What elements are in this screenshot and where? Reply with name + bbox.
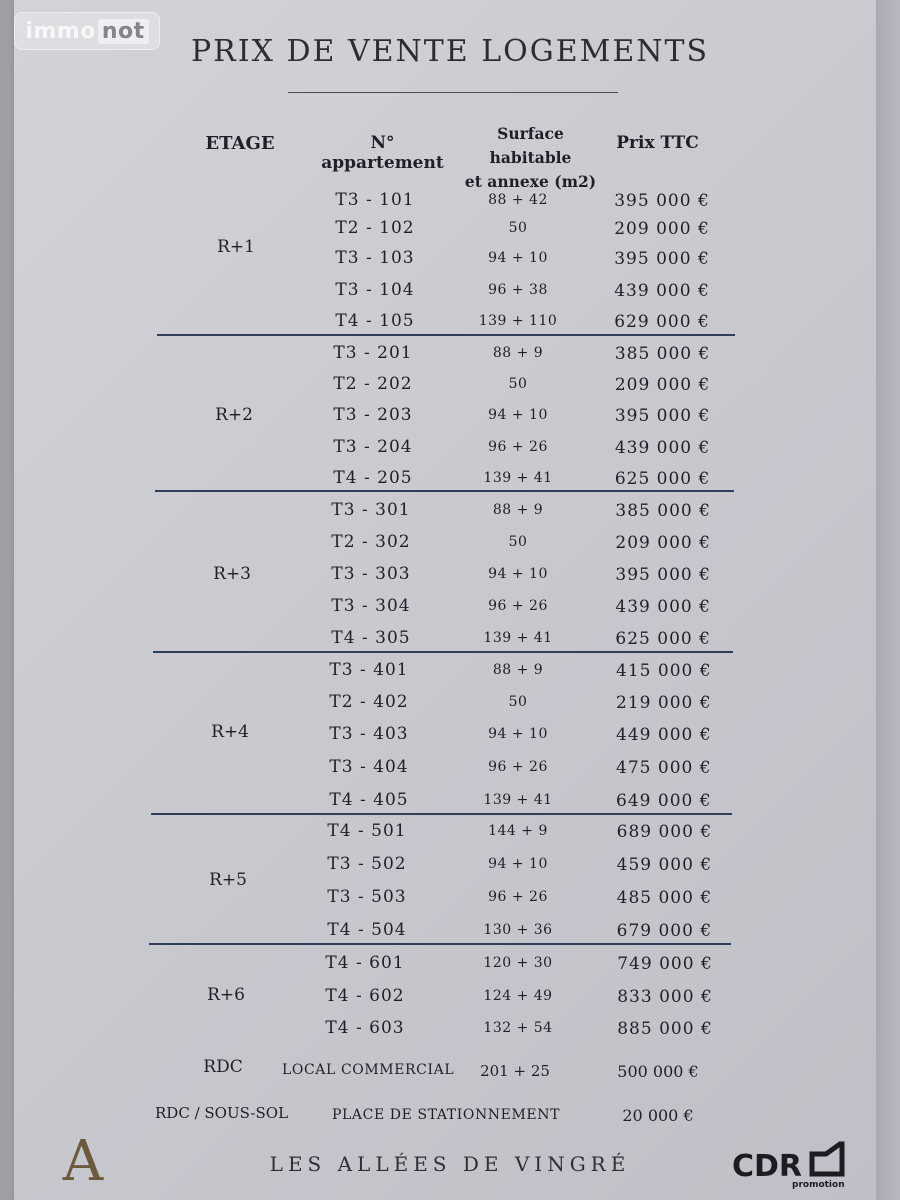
surface-value: 130 + 36 <box>483 922 553 938</box>
price-value: 625 000 € <box>615 629 711 649</box>
price-value: 209 000 € <box>615 533 711 553</box>
cdr-logo-subtext: promotion <box>792 1180 845 1190</box>
price-value: 475 000 € <box>616 758 712 778</box>
price-value: 885 000 € <box>617 1019 713 1039</box>
header-etage: ETAGE <box>205 133 275 154</box>
price-value: 395 000 € <box>615 565 711 585</box>
price-value: 439 000 € <box>614 438 711 458</box>
special-label-local: LOCAL COMMERCIAL <box>282 1062 455 1078</box>
price-value: 439 000 € <box>614 281 710 301</box>
special-label-stationnement: PLACE DE STATIONNEMENT <box>332 1107 561 1123</box>
cdr-logo-text: CDR <box>732 1149 803 1184</box>
price-value: 219 000 € <box>616 693 712 713</box>
apartment-number: T4 - 601 <box>325 953 405 973</box>
price-value: 625 000 € <box>614 469 711 489</box>
surface-value: 50 <box>508 376 528 392</box>
header-surface <box>458 122 603 194</box>
surface-value: 96 + 26 <box>488 759 548 775</box>
document-sheet <box>14 0 876 1200</box>
price-value: 209 000 € <box>614 219 710 239</box>
surface-value: 94 + 10 <box>488 566 548 582</box>
price-value: 485 000 € <box>616 888 713 908</box>
apartment-number: T3 - 104 <box>335 280 415 300</box>
header-prix: Prix TTC <box>616 133 699 153</box>
price-value: 749 000 € <box>617 954 713 974</box>
allees-logo-letter: A <box>62 1129 104 1192</box>
surface-value: 50 <box>508 534 528 550</box>
price-value: 439 000 € <box>615 597 711 617</box>
floor-label: R+3 <box>213 564 251 584</box>
special-price-stationnement: 20 000 € <box>622 1106 694 1125</box>
apartment-number: T3 - 201 <box>333 343 413 363</box>
floor-separator <box>151 813 732 815</box>
footer-residence-name: LES ALLÉES DE VINGRÉ <box>269 1152 631 1176</box>
surface-value: 96 + 26 <box>488 598 548 614</box>
price-value: 833 000 € <box>617 987 713 1007</box>
surface-value: 88 + 9 <box>492 662 544 678</box>
price-value: 395 000 € <box>614 191 710 211</box>
price-value: 395 000 € <box>614 406 711 426</box>
floor-separator <box>153 651 733 653</box>
watermark-part2: not <box>98 19 149 44</box>
apartment-number: T3 - 203 <box>333 405 413 425</box>
special-price-local: 500 000 € <box>617 1062 699 1081</box>
apartment-number: T4 - 105 <box>335 311 415 331</box>
watermark-part1: immo <box>25 18 96 44</box>
apartment-number: T2 - 302 <box>331 532 411 552</box>
surface-value: 88 + 9 <box>492 502 544 518</box>
apartment-number: T3 - 204 <box>333 437 413 457</box>
price-value: 395 000 € <box>614 249 710 269</box>
floor-separator <box>157 334 735 336</box>
price-value: 629 000 € <box>614 312 710 332</box>
floor-label: R+2 <box>215 405 253 425</box>
apartment-number: T4 - 205 <box>333 468 413 488</box>
special-floor-rdc: RDC <box>203 1057 243 1077</box>
price-value: 449 000 € <box>616 725 712 745</box>
price-value: 459 000 € <box>616 855 713 875</box>
header-surface-line1: Surface habitable <box>489 124 572 167</box>
surface-value: 96 + 26 <box>488 439 548 455</box>
surface-value: 94 + 10 <box>488 407 548 423</box>
surface-value: 139 + 110 <box>478 313 558 329</box>
page-title: PRIX DE VENTE LOGEMENTS <box>190 34 710 69</box>
special-surface-local: 201 + 25 <box>480 1062 550 1080</box>
apartment-number: T2 - 402 <box>329 692 409 712</box>
price-value: 385 000 € <box>615 501 711 521</box>
apartment-number: T4 - 602 <box>325 986 405 1006</box>
floor-label: R+1 <box>217 237 255 257</box>
apartment-number: T3 - 404 <box>329 757 409 777</box>
apartment-number: T3 - 303 <box>331 564 411 584</box>
apartment-number: T4 - 305 <box>331 628 411 648</box>
surface-value: 50 <box>508 694 528 710</box>
floor-label: R+4 <box>211 722 249 742</box>
apartment-number: T2 - 102 <box>335 218 415 238</box>
surface-value: 139 + 41 <box>483 470 553 486</box>
apartment-number: T3 - 502 <box>327 854 407 874</box>
apartment-number: T3 - 503 <box>327 887 407 907</box>
price-value: 679 000 € <box>616 921 713 941</box>
cdr-house-icon <box>812 1144 842 1174</box>
apartment-number: T4 - 504 <box>327 920 407 940</box>
floor-separator <box>155 490 734 492</box>
background-edge <box>876 0 900 1200</box>
price-value: 415 000 € <box>616 661 712 681</box>
surface-value: 96 + 26 <box>488 889 548 905</box>
surface-value: 139 + 41 <box>483 792 553 808</box>
apartment-number: T4 - 405 <box>329 790 409 810</box>
surface-value: 88 + 9 <box>492 345 544 361</box>
apartment-number: T3 - 101 <box>335 190 415 210</box>
floor-separator <box>149 943 731 945</box>
floor-label: R+6 <box>207 985 245 1005</box>
apartment-number: T3 - 304 <box>331 596 411 616</box>
apartment-number: T3 - 401 <box>329 660 409 680</box>
price-value: 209 000 € <box>614 375 711 395</box>
header-surface-line2: et annexe (m2) <box>464 172 597 191</box>
cdr-promotion-logo-icon <box>730 1140 850 1196</box>
apartment-number: T3 - 301 <box>331 500 411 520</box>
surface-value: 132 + 54 <box>483 1020 553 1036</box>
surface-value: 94 + 10 <box>488 856 548 872</box>
floor-label: R+5 <box>209 870 247 890</box>
surface-value: 94 + 10 <box>488 250 548 266</box>
price-value: 385 000 € <box>614 344 711 364</box>
surface-value: 120 + 30 <box>483 955 553 971</box>
surface-value: 124 + 49 <box>483 988 553 1004</box>
header-appartement: N° appartement <box>321 133 444 173</box>
surface-value: 144 + 9 <box>488 823 548 839</box>
price-value: 689 000 € <box>616 822 713 842</box>
surface-value: 139 + 41 <box>483 630 553 646</box>
special-floor-rdc-sous-sol: RDC / SOUS-SOL <box>155 1104 289 1122</box>
surface-value: 94 + 10 <box>488 726 548 742</box>
surface-value: 50 <box>508 220 528 236</box>
surface-value: 88 + 42 <box>488 192 548 208</box>
price-value: 649 000 € <box>616 791 712 811</box>
apartment-number: T3 - 103 <box>335 248 415 268</box>
apartment-number: T4 - 603 <box>325 1018 405 1038</box>
apartment-number: T2 - 202 <box>333 374 413 394</box>
title-underline <box>288 92 618 93</box>
apartment-number: T3 - 403 <box>329 724 409 744</box>
apartment-number: T4 - 501 <box>327 821 407 841</box>
surface-value: 96 + 38 <box>488 282 548 298</box>
